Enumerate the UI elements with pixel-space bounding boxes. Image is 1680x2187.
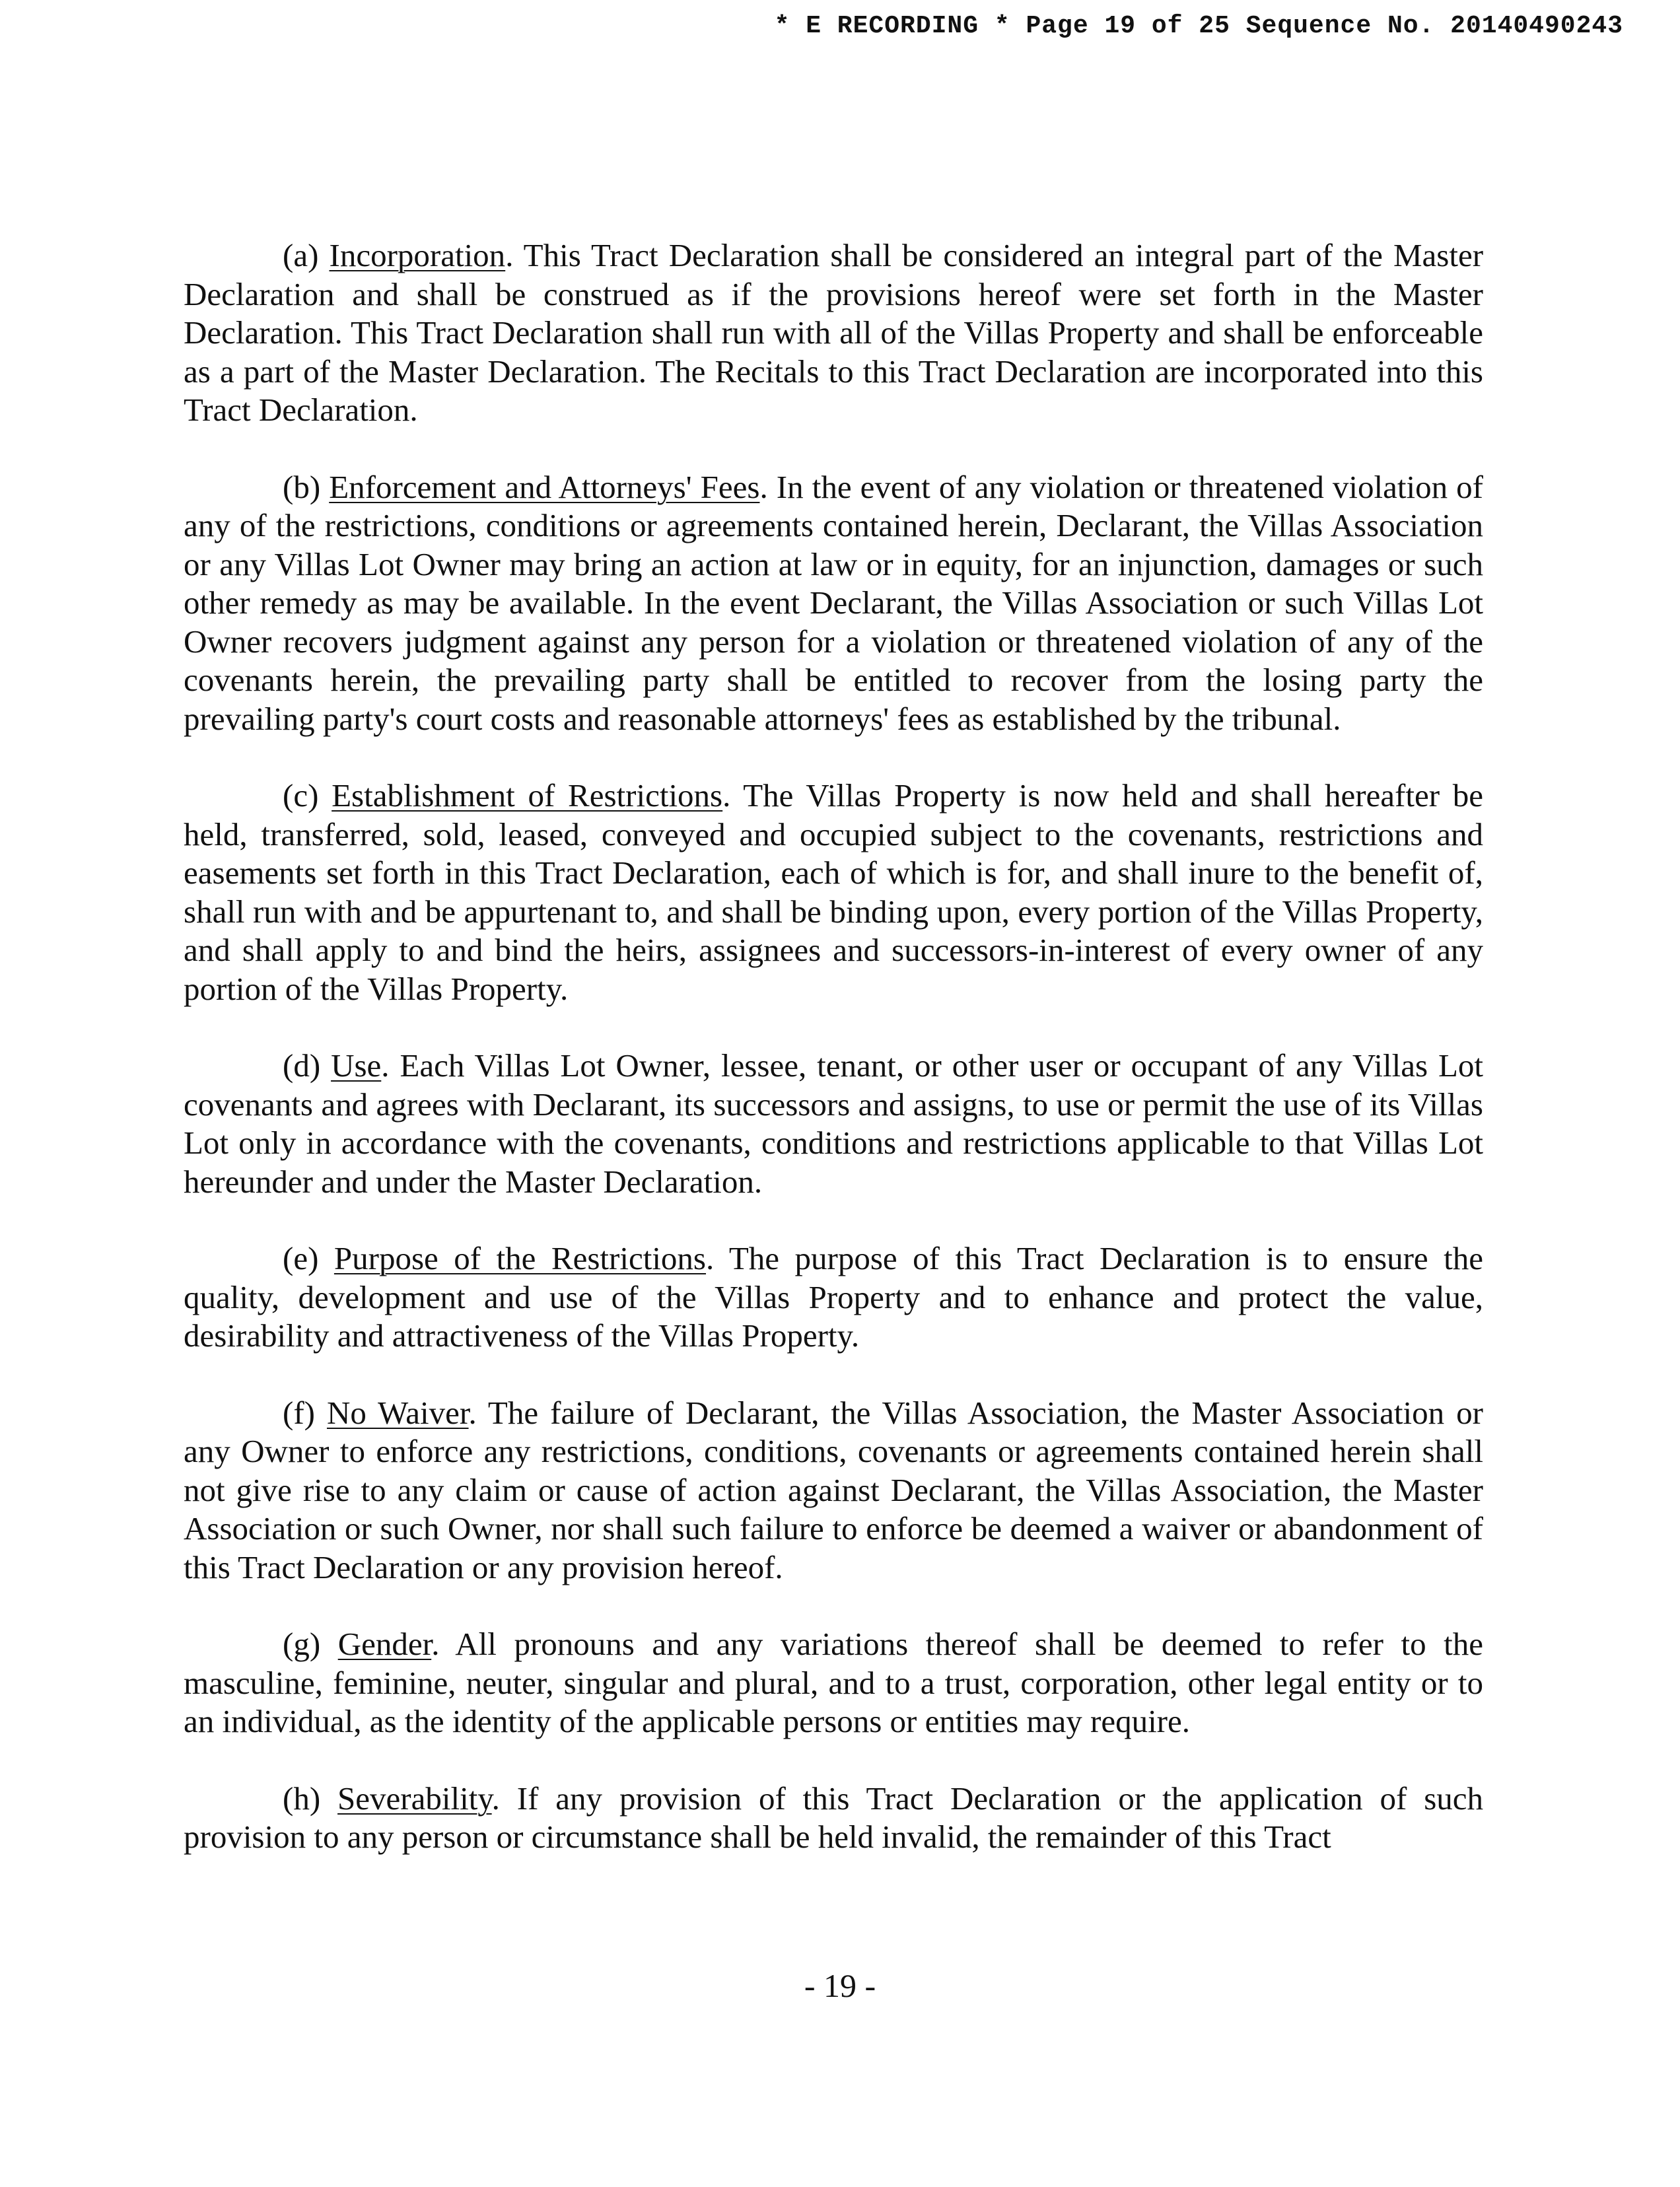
paragraph-text: . The purpose of this Tract Declaration is to ensure the quality, development and use of the Villas Property and to enhance and protect the value, desirability and attractiveness of the Villas Property. [184, 1240, 1484, 1354]
paragraph-heading: Use [331, 1047, 382, 1084]
paragraph-heading: Severability [337, 1780, 492, 1817]
paragraph-use [184, 1047, 1483, 1201]
paragraph-heading: Establishment of Restrictions [332, 777, 723, 814]
paragraph-severability [184, 1780, 1483, 1857]
paragraph-label: (c) [283, 777, 319, 814]
page-number: - 19 - [804, 1967, 876, 2004]
document-body [184, 236, 1483, 1895]
paragraph-heading: Enforcement and Attorneys' Fees [329, 468, 760, 505]
paragraph-text: . All pronouns and any variations thereof shall be deemed to refer to the masculine, feminine, neuter, singular and plural, and to a trust, corporation, other legal entity or to an individual, as the identity of the applicable persons or entities may require. [184, 1626, 1483, 1739]
paragraph-text: . In the event of any violation or threatened violation of any of the restrictions, conditions or agreements contained herein, Declarant, the Villas Association or any Villas Lot Owner may bring an action at law or in equity, for an injunction, damages or such other remedy as may be available. In the event Declarant, the Villas Association or such Villas Lot Owner recovers judgment against any person for a violation or threatened violation of any of the covenants herein, the prevailing party shall be entitled to recover from the losing party the prevailing party's court costs and reasonable attorneys' fees as established by the tribunal. [184, 468, 1484, 737]
paragraph-label: (f) [283, 1394, 315, 1431]
paragraph-label: (d) [283, 1047, 321, 1084]
paragraph-heading: Purpose of the Restrictions [333, 1240, 707, 1276]
paragraph-heading: Gender [337, 1626, 432, 1662]
recording-header: * E RECORDING * Page 19 of 25 Sequence No. 20140490243 [774, 12, 1623, 40]
paragraph-label: (b) [283, 468, 321, 505]
paragraph-gender [184, 1625, 1483, 1741]
paragraph-heading: Incorporation [329, 237, 506, 273]
paragraph-enforcement [184, 468, 1483, 739]
paragraph-label: (h) [283, 1780, 321, 1817]
paragraph-label: (e) [283, 1240, 319, 1276]
paragraph-label: (a) [283, 237, 319, 273]
paragraph-text: . Each Villas Lot Owner, lessee, tenant, or other user or occupant of any Villas Lot covenants and agrees with Declarant, its successors and assigns, to use or permit the use of its Villas Lot only in accordance with the covenants, conditions and restrictions applicable to that Villas Lot hereunder and under the Master Declaration. [184, 1047, 1483, 1200]
paragraph-heading: No Waiver [326, 1394, 469, 1431]
paragraph-text: . This Tract Declaration shall be considered an integral part of the Master Declaration and shall be construed as if the provisions hereof were set forth in the Master Declaration. This Tract Declaration shall run with all of the Villas Property and shall be enforceable as a part of the Master Declaration. The Recitals to this Tract Declaration are incorporated into this Tract Declaration. [184, 237, 1484, 428]
paragraph-no-waiver [184, 1394, 1483, 1587]
paragraph-text: . If any provision of this Tract Declaration or the application of such provision to any person or circumstance shall be held invalid, the remainder of this Tract [184, 1780, 1484, 1855]
paragraph-text: . The failure of Declarant, the Villas Association, the Master Association or any Owner to enforce any restrictions, conditions, covenants or agreements contained herein shall not give rise to any claim or cause of action against Declarant, the Villas Association, the Master Association or such Owner, nor shall such failure to enforce be deemed a waiver or abandonment of this Tract Declaration or any provision hereof. [184, 1394, 1483, 1585]
paragraph-label: (g) [283, 1626, 321, 1662]
paragraph-incorporation [184, 236, 1483, 430]
paragraph-establishment [184, 777, 1483, 1008]
paragraph-purpose [184, 1239, 1483, 1356]
paragraph-text: . The Villas Property is now held and shall hereafter be held, transferred, sold, leased, conveyed and occupied subject to the covenants, restrictions and easements set forth in this Tract Declaration, each of which is for, and shall inure to the benefit of, shall run with and be appurtenant to, and shall be binding upon, every portion of the Villas Property, and shall apply to and bind the heirs, assignees and successors-in-interest of every owner of any portion of the Villas Property. [184, 777, 1484, 1007]
